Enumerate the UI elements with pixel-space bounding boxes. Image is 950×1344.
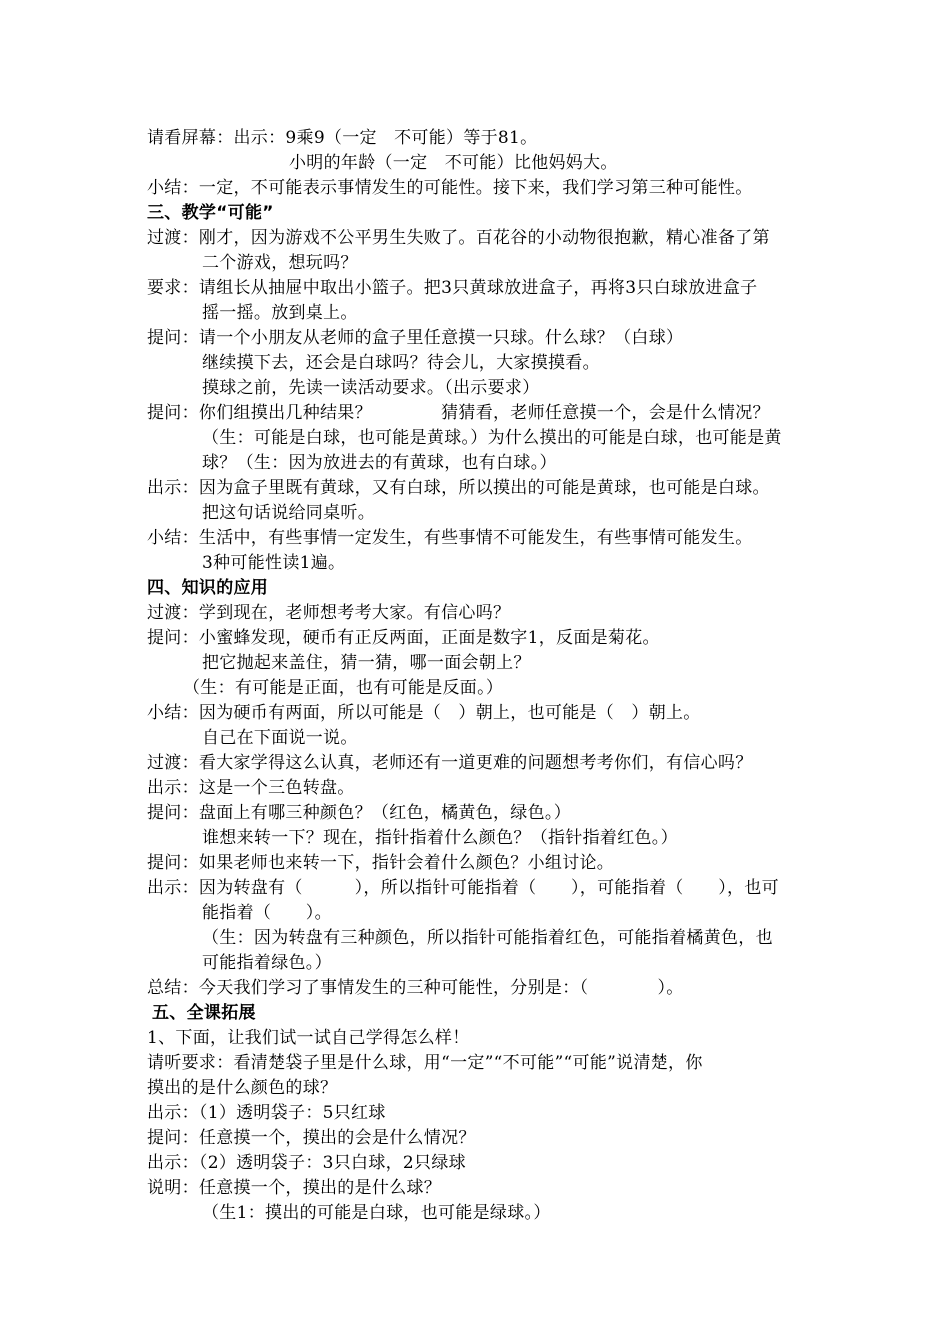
text-line: 要求：请组长从抽屉中取出小篮子。把3只黄球放进盒子，再将3只白球放进盒子 bbox=[147, 278, 758, 298]
text-line: 摸球之前，先读一读活动要求。（出示要求） bbox=[202, 378, 540, 398]
text-line: （生：有可能是正面，也有可能是反面。） bbox=[183, 678, 504, 698]
text-line: 提问：如果老师也来转一下，指针会着什么颜色？小组讨论。 bbox=[147, 853, 615, 873]
text-line: 把它抛起来盖住，猜一猜，哪一面会朝上？ bbox=[202, 653, 531, 673]
text-line: （生：因为转盘有三种颜色，所以指针可能指着红色，可能指着橘黄色，也 bbox=[202, 928, 773, 948]
text-line: 出示：因为盒子里既有黄球，又有白球，所以摸出的可能是黄球，也可能是白球。 bbox=[147, 478, 770, 498]
text-line: 提问：小蜜蜂发现，硬币有正反两面，正面是数字1，反面是菊花。 bbox=[147, 628, 660, 648]
text-line: 出示：因为转盘有（ ），所以指针可能指着（ ），可能指着（ ），也可 bbox=[147, 878, 779, 898]
text-line: 把这句话说给同桌听。 bbox=[202, 503, 375, 523]
text-line: 出示：（2）透明袋子：3只白球，2只绿球 bbox=[147, 1153, 466, 1173]
text-line: 总结：今天我们学习了事情发生的三种可能性，分别是：（ ）。 bbox=[147, 978, 684, 998]
text-line: 出示：（1）透明袋子：5只红球 bbox=[147, 1103, 386, 1123]
text-line: 1、下面，让我们试一试自己学得怎么样！ bbox=[147, 1028, 470, 1048]
text-line: 继续摸下去，还会是白球吗？待会儿，大家摸摸看。 bbox=[202, 353, 600, 373]
section-heading: 四、知识的应用 bbox=[147, 578, 269, 598]
text-line: 提问：盘面上有哪三种颜色？（红色，橘黄色，绿色。） bbox=[147, 803, 571, 823]
text-line: 提问：请一个小朋友从老师的盒子里任意摸一只球。什么球？（白球） bbox=[147, 328, 684, 348]
text-line: （生：可能是白球，也可能是黄球。）为什么摸出的可能是白球，也可能是黄 bbox=[202, 428, 782, 448]
text-line: 提问：你们组摸出几种结果？ 猜猜看，老师任意摸一个，会是什么情况？ bbox=[147, 403, 770, 423]
section-heading: 五、全课拓展 bbox=[152, 1003, 256, 1023]
text-line: 提问：任意摸一个，摸出的会是什么情况？ bbox=[147, 1128, 476, 1148]
text-line: 摸出的是什么颜色的球？ bbox=[147, 1078, 338, 1098]
text-line: 过渡：学到现在，老师想考考大家。有信心吗？ bbox=[147, 603, 511, 623]
text-line: 球？（生：因为放进去的有黄球，也有白球。） bbox=[202, 453, 557, 473]
text-line: 3种可能性读1遍。 bbox=[202, 553, 346, 573]
text-line: 出示：这是一个三色转盘。 bbox=[147, 778, 355, 798]
text-line: 小结：生活中，有些事情一定发生，有些事情不可能发生，有些事情可能发生。 bbox=[147, 528, 753, 548]
text-line: （生1：摸出的可能是白球，也可能是绿球。） bbox=[202, 1203, 551, 1223]
text-line: 过渡：看大家学得这么认真，老师还有一道更难的问题想考考你们，有信心吗？ bbox=[147, 753, 753, 773]
text-line: 二个游戏，想玩吗？ bbox=[202, 253, 358, 273]
text-line: 小明的年龄（一定 不可能）比他妈妈大。 bbox=[289, 153, 618, 173]
text-line: 谁想来转一下？现在，指针指着什么颜色？（指针指着红色。） bbox=[202, 828, 678, 848]
text-line: 自己在下面说一说。 bbox=[202, 728, 358, 748]
text-line: 可能指着绿色。） bbox=[202, 953, 332, 973]
text-line: 摇一摇。放到桌上。 bbox=[202, 303, 358, 323]
text-line: 小结：因为硬币有两面，所以可能是（ ）朝上，也可能是（ ）朝上。 bbox=[147, 703, 701, 723]
text-line: 过渡：刚才，因为游戏不公平男生失败了。百花谷的小动物很抱歉，精心准备了第 bbox=[147, 228, 770, 248]
section-heading: 三、教学“可能” bbox=[147, 203, 274, 223]
text-line: 说明：任意摸一个，摸出的是什么球？ bbox=[147, 1178, 442, 1198]
text-line: 能指着（ ）。 bbox=[202, 903, 332, 923]
text-line: 请看屏幕：出示：9乘9（一定 不可能）等于81。 bbox=[147, 128, 538, 148]
text-line: 请听要求：看清楚袋子里是什么球，用“一定”“不可能”“可能”说清楚，你 bbox=[147, 1053, 703, 1073]
text-line: 小结：一定，不可能表示事情发生的可能性。接下来，我们学习第三种可能性。 bbox=[147, 178, 753, 198]
